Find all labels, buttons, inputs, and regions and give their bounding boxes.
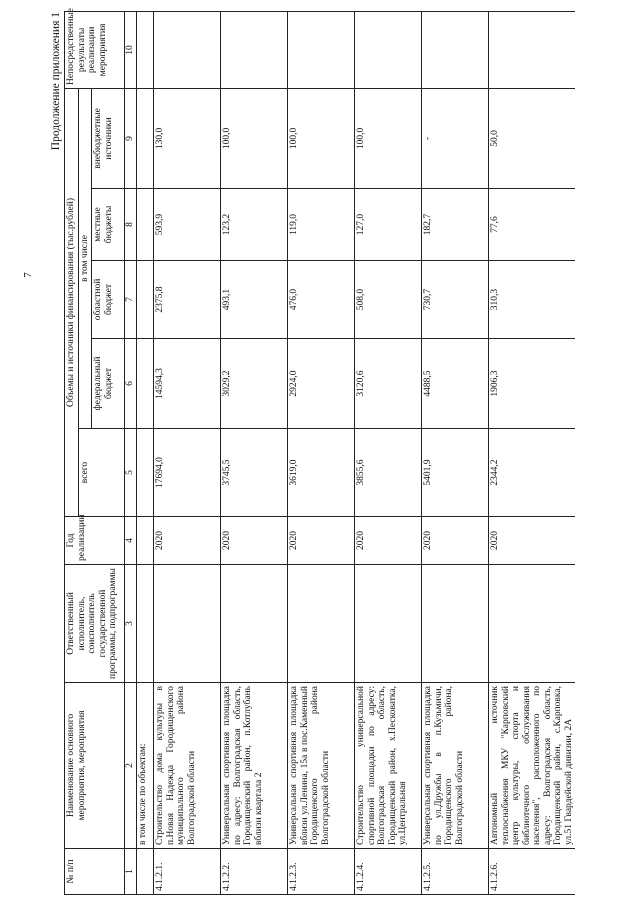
row-name: Автономный источник теплоснабжения МКУ "Карповский центр культуры, спорта и библиотечного обслуживания населения", расположенного по адресу: Волгоградская область, Городищенский район, с.Карповка, ул.51 Гвардейской дивизии, 2А	[489, 683, 576, 849]
header-executor: Ответственный исполнитель, соисполнитель государственной программы, подпрограммы	[65, 565, 125, 683]
row-number: 4.1.2.6.	[489, 849, 576, 895]
row-executor	[221, 565, 288, 683]
row-federal: 4488,5	[422, 339, 489, 429]
row-number: 4.1.2.3.	[288, 849, 355, 895]
row-total: 5401,9	[422, 429, 489, 517]
row-local: 182,7	[422, 189, 489, 261]
row-result	[221, 11, 288, 88]
row-name: Строительство дома культуры в п.Новая Надежда Городищенского муниципального района Волгоградской области	[154, 683, 221, 849]
table-row	[154, 11, 221, 894]
row-result	[288, 11, 355, 88]
row-name: Универсальная спортивная площадка по ул.Дружбы в п.Кузьмичи, Городищенского района, Волгоградской области	[422, 683, 489, 849]
page-number: 7	[22, 272, 34, 278]
row-executor	[489, 565, 576, 683]
row-regional: 310,3	[489, 261, 576, 339]
table-row	[288, 11, 355, 894]
rotated-page	[52, 10, 637, 895]
row-executor	[355, 565, 422, 683]
column-number: 10	[125, 11, 137, 88]
column-number: 6	[125, 339, 137, 429]
column-number: 5	[125, 429, 137, 517]
header-results: Непосредственные результаты реализации мероприятия	[65, 11, 125, 88]
column-number: 4	[125, 517, 137, 565]
row-total: 3619,0	[288, 429, 355, 517]
header-no: № п/п	[65, 849, 125, 895]
row-result	[422, 11, 489, 88]
row-year: 2020	[221, 517, 288, 565]
row-year: 2020	[288, 517, 355, 565]
row-executor	[422, 565, 489, 683]
header-local: местные бюджеты	[92, 189, 125, 261]
header-regional: областной бюджет	[92, 261, 125, 339]
subtitle: в том числе по объектам:	[137, 683, 154, 849]
header-funding-group: Объемы и источники финансирования (тыс.рублей)	[65, 88, 79, 516]
header-including: в том числе	[78, 88, 92, 428]
row-executor	[288, 565, 355, 683]
row-extra: 100,0	[288, 88, 355, 188]
row-federal: 3029,2	[221, 339, 288, 429]
header-extra: внебюджетные источники	[92, 88, 125, 188]
column-number: 1	[125, 849, 137, 895]
row-federal: 3120,6	[355, 339, 422, 429]
row-local: 127,0	[355, 189, 422, 261]
row-result	[489, 11, 576, 88]
table-row	[422, 11, 489, 894]
row-executor	[154, 565, 221, 683]
row-regional: 730,7	[422, 261, 489, 339]
table-row	[221, 11, 288, 894]
row-number: 4.1.2.5.	[422, 849, 489, 895]
column-number: 9	[125, 88, 137, 188]
header-federal: федеральный бюджет	[92, 339, 125, 429]
row-total: 3855,6	[355, 429, 422, 517]
row-extra: 100,0	[355, 88, 422, 188]
row-name: Универсальная спортивная площадка по адресу: Волгоградская область, Городищенский район, п.Котлубань вблизи квартала 2	[221, 683, 288, 849]
header-year: Год реализации	[65, 517, 125, 565]
column-number: 2	[125, 683, 137, 849]
row-local: 77,6	[489, 189, 576, 261]
row-number: 4.1.2.2.	[221, 849, 288, 895]
column-number-row	[125, 11, 137, 894]
row-local: 119,0	[288, 189, 355, 261]
column-number: 8	[125, 189, 137, 261]
row-federal: 1906,3	[489, 339, 576, 429]
financing-table	[64, 8, 575, 895]
row-local: 123,2	[221, 189, 288, 261]
row-regional: 2375,8	[154, 261, 221, 339]
row-regional: 508,0	[355, 261, 422, 339]
row-extra: 130,0	[154, 88, 221, 188]
row-total: 2344,2	[489, 429, 576, 517]
row-number: 4.1.2.1.	[154, 849, 221, 895]
row-total: 17694,0	[154, 429, 221, 517]
row-extra: 100,0	[221, 88, 288, 188]
row-local: 593,9	[154, 189, 221, 261]
row-regional: 493,1	[221, 261, 288, 339]
table-row	[355, 11, 422, 894]
subtitle-row	[137, 11, 154, 894]
header-name: Наименование основного мероприятия, мероприятия	[65, 683, 125, 849]
row-year: 2020	[355, 517, 422, 565]
row-federal: 2924,0	[288, 339, 355, 429]
row-name: Строительство универсальной спортивной площадки по адресу: Волгоградская область, Городищенский район, х.Песковатка, ул.Центральная	[355, 683, 422, 849]
row-regional: 476,0	[288, 261, 355, 339]
row-number: 4.1.2.4.	[355, 849, 422, 895]
table-row	[489, 11, 576, 894]
row-total: 3745,5	[221, 429, 288, 517]
row-extra: -	[422, 88, 489, 188]
row-year: 2020	[422, 517, 489, 565]
row-result	[355, 11, 422, 88]
row-year: 2020	[489, 517, 576, 565]
column-number: 3	[125, 565, 137, 683]
column-number: 7	[125, 261, 137, 339]
header-total: всего	[78, 429, 125, 517]
row-year: 2020	[154, 517, 221, 565]
continuation-note: Продолжение приложения 1	[50, 12, 62, 151]
row-result	[154, 11, 221, 88]
row-name: Универсальная спортивная площадка вблизи ул.Ленина, 15а в пос.Каменный Городищенского района Волгоградской области	[288, 683, 355, 849]
row-federal: 14594,3	[154, 339, 221, 429]
row-extra: 50,0	[489, 88, 576, 188]
header-row-1	[65, 11, 79, 894]
